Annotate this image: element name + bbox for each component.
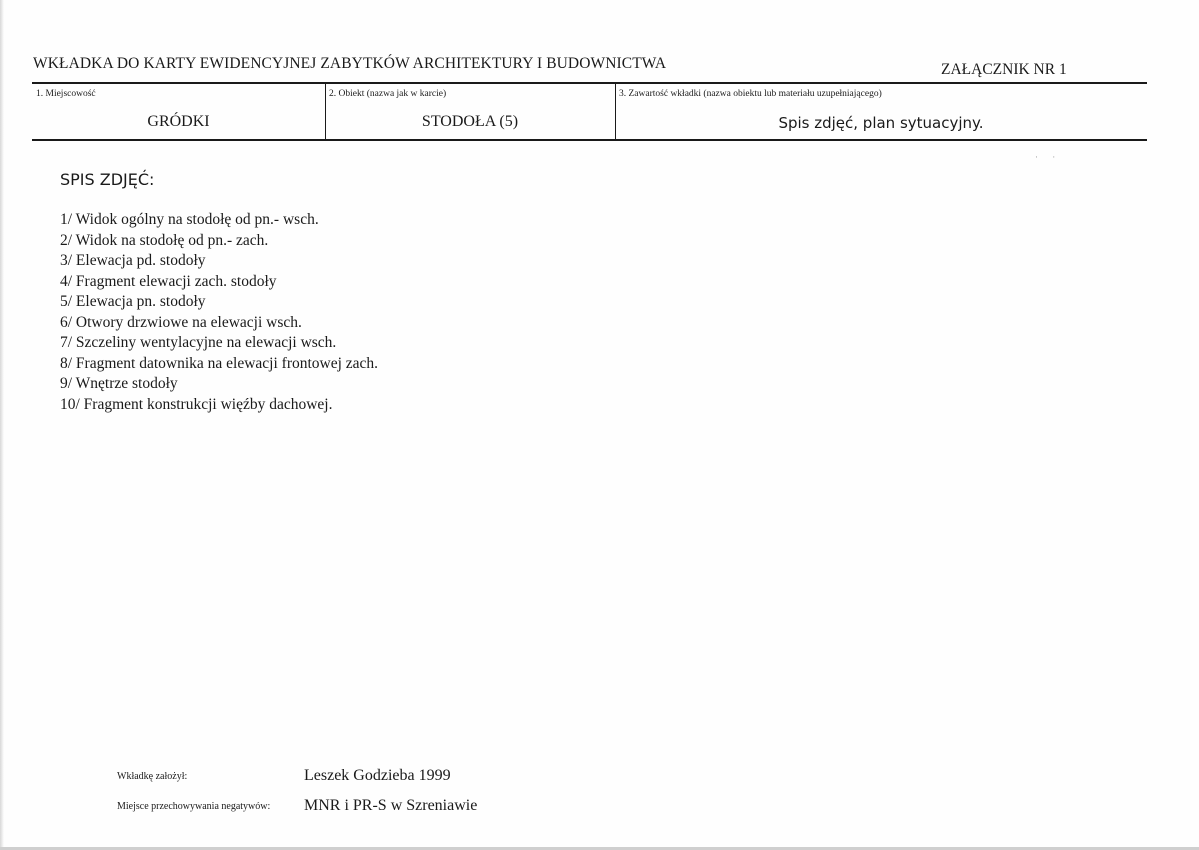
header-rule-bottom (32, 139, 1147, 141)
locality-label: 1. Miejscowość (36, 89, 96, 99)
contents-label: 3. Zawartość wkładki (nazwa obiektu lub materiału uzupełniającego) (619, 89, 882, 99)
created-by-label: Wkładkę założył: (117, 771, 188, 782)
list-item: 4/ Fragment elewacji zach. stodoły (60, 272, 277, 290)
list-item: 6/ Otwory drzwiowe na elewacji wsch. (60, 313, 302, 331)
contents-value: Spis zdjęć, plan sytuacyjny. (778, 114, 984, 132)
photo-list-heading: SPIS ZDJĘĆ: (60, 170, 155, 189)
list-item: 1/ Widok ogólny na stodołę od pn.- wsch. (60, 211, 319, 228)
list-item: 10/ Fragment konstrukcji więźby dachowej. (60, 395, 333, 413)
header-rule-top (32, 82, 1147, 84)
list-item: 3/ Elewacja pd. stodoły (60, 252, 206, 269)
object-value: STODOŁA (5) (421, 113, 519, 130)
annex-number: ZAŁĄCZNIK NR 1 (941, 61, 1067, 78)
created-by-value: Leszek Godzieba 1999 (304, 767, 451, 784)
scan-edge-left (0, 0, 4, 850)
scan-specks: · · (1035, 152, 1062, 162)
object-label: 2. Obiekt (nazwa jak w karcie) (329, 89, 447, 99)
list-item: 2/ Widok na stodołę od pn.- zach. (60, 231, 269, 249)
locality-value: GRÓDKI (147, 113, 210, 130)
list-item: 8/ Fragment datownika na elewacji frontowej zach. (60, 354, 379, 372)
photo-list (60, 210, 378, 415)
list-item: 9/ Wnętrze stodoły (60, 375, 178, 392)
negatives-location-value: MNR i PR-S w Szreniawie (304, 797, 478, 814)
negatives-location-label: Miejsce przechowywania negatywów: (117, 801, 271, 812)
document-title: WKŁADKA DO KARTY EWIDENCYJNEJ ZABYTKÓW ARCHITEKTURY I BUDOWNICTWA (33, 55, 667, 72)
list-item: 7/ Szczeliny wentylacyjne na elewacji wsch. (60, 334, 337, 351)
list-item: 5/ Elewacja pn. stodoły (60, 293, 206, 310)
